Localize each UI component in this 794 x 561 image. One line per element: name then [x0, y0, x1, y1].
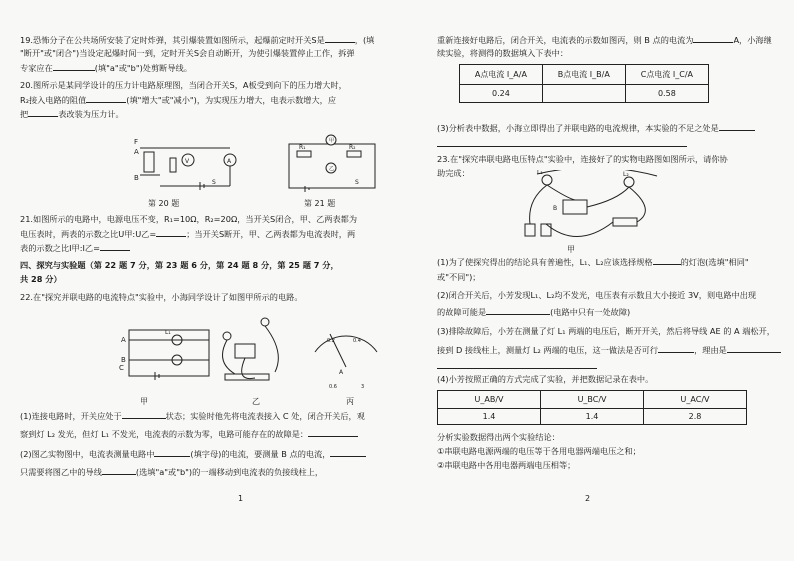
q23-line2: 助完成： [437, 168, 470, 178]
svg-text:乙: 乙 [329, 166, 335, 172]
svg-text:R₁: R₁ [299, 144, 306, 151]
table1-header-b: B点电流 I_B/A [542, 65, 625, 85]
svg-text:B: B [134, 174, 139, 182]
q21-line2: 电压表时，两表的示数之比U甲:U乙= ；当开关S断开，甲、乙两表都为电流表时，两 [20, 229, 356, 239]
q23-3-line2: 接到 D 接线柱上，测量灯 L₂ 两端的电压，这一做法是否可行 ，理由是 [437, 344, 781, 356]
q22-1-line2: 察到灯 L₂ 发光，但灯 L₁ 不发光，电流表的示数为零，电路可能存在的故障是： [20, 428, 358, 440]
svg-text:F: F [134, 138, 139, 146]
q19-line1: 19.恐怖分子在公共场所安装了定时炸弹，其引爆装置如图所示，起爆前定时开关S是 ，(填 [20, 35, 375, 45]
svg-text:甲: 甲 [329, 138, 335, 144]
q23-3-line1: (3)排除故障后，小芳在测量了灯 L₁ 两端的电压后，断开开关，然后将导线 AE 的 A 端松开， [437, 326, 775, 336]
section4-heading-line1: 四、探究与实验题（第 22 题 7 分，第 23 题 6 分，第 24 题 8 分，第 25 题 7 分， [20, 260, 339, 270]
q22-2-line1: (2)图乙实物图中，电流表测量电路中 (填字母)的电流，要测量 B 点的电流， [20, 448, 366, 460]
table2-cell-uac: 2.8 [644, 409, 747, 425]
fig22-label-bing: 丙 [346, 397, 354, 406]
q23-1-line2: 或"不同")； [437, 272, 481, 282]
fig22-label-yi: 乙 [252, 397, 260, 406]
svg-text:L₁: L₁ [165, 329, 171, 336]
svg-text:0.4: 0.4 [353, 338, 361, 344]
figure-21-circuit [285, 134, 380, 192]
svg-text:L₂: L₂ [623, 171, 629, 178]
svg-text:V: V [185, 158, 190, 165]
q20-line1: 20.图所示是某同学设计的压力计电路原理图，当闭合开关S，A板受到向下的压力增大时， [20, 80, 347, 90]
conclusion-1: ①串联电路电源两端的电压等于各用电器两端电压之和； [437, 446, 641, 456]
table1-header-c: C点电流 I_C/A [625, 65, 708, 85]
q21-line1: 21.如图所示的电路中，电源电压不变，R₁=10Ω，R₂=20Ω，当开关S闭合，甲、乙两表都为 [20, 214, 358, 224]
q19-line2: "断开"或"闭合")当设定起爆时间一到，定时开关S会自动断开，为使引爆装置停止工作，拆弹 [20, 48, 355, 58]
svg-text:L₁: L₁ [537, 170, 543, 176]
fig20-caption: 第 20 题 [148, 199, 180, 208]
svg-text:A: A [339, 369, 344, 376]
svg-text:0.2: 0.2 [327, 338, 335, 344]
table2-header-ubc: U_BC/V [541, 391, 644, 409]
current-data-table [459, 64, 709, 103]
page-number-left: 1 [238, 494, 244, 503]
voltage-data-table [437, 390, 747, 425]
svg-text:R₂: R₂ [349, 144, 356, 151]
q22-2-continued-line2: 续实验，将测得的数据填入下表中： [437, 48, 569, 58]
q19-line3: 专家应在 (填"a"或"b")处剪断导线。 [20, 63, 192, 73]
q20-line2: R₂接入电路的阻值 (填"增大"或"减小")，为实现压力增大，电表示数增大，应 [20, 95, 337, 105]
conclusion-intro: 分析实验数据得出两个实验结论： [437, 432, 560, 442]
svg-text:A: A [227, 158, 232, 165]
q22-intro: 22.在"探究并联电路的电流特点"实验中，小海同学设计了如图甲所示的电路。 [20, 292, 303, 302]
q23-1-line1: (1)为了使探究得出的结论具有普遍性，L₁、L₂应该选择规格 的灯泡(选填"相同" [437, 257, 749, 267]
table1-cell-c: 0.58 [625, 85, 708, 103]
q23-2-line2: 的故障可能是 (电路中只有一处故障) [437, 307, 631, 317]
svg-text:B: B [553, 205, 558, 212]
q22-3-line1: (3)分析表中数据，小海立即得出了并联电路的电流规律，本实验的不足之处是 [437, 122, 755, 134]
q23-4-line: (4)小芳按照正确的方式完成了实验，并把数据记录在表中。 [437, 374, 654, 384]
fig21-caption: 第 21 题 [304, 199, 336, 208]
svg-text:3: 3 [361, 384, 365, 390]
table2-cell-uab: 1.4 [438, 409, 541, 425]
conclusion-2: ②串联电路中各用电器两端电压相等； [437, 460, 576, 470]
q20-line3: 把 表改装为压力计。 [20, 109, 124, 119]
q22-2-continued-line1: 重新连接好电路后，闭合开关，电流表的示数如图丙，则 B 点的电流为 A，小海继 [437, 35, 772, 45]
q22-2-line2: 只需要将图乙中的导线 (选填"a"或"b")的一端移动到电流表的负接线柱上， [20, 467, 324, 477]
table2-header-uab: U_AB/V [438, 391, 541, 409]
table1-header-a: A点电流 I_A/A [460, 65, 543, 85]
q22-1-line1: (1)连接电路时，开关应处于 状态；实验时他先将电流表接入 C 处，闭合开关后，观 [20, 411, 365, 421]
figure-20-circuit [130, 130, 245, 200]
svg-text:C: C [119, 364, 124, 372]
fig22-label-jia: 甲 [140, 397, 148, 406]
figure-23-circuit [517, 170, 667, 240]
table1-cell-b [542, 85, 625, 103]
right-page [397, 0, 794, 561]
figure-22-set [115, 312, 385, 404]
svg-text:A: A [134, 148, 139, 156]
table2-header-uac: U_AC/V [644, 391, 747, 409]
section4-heading-line2: 共 28 分） [20, 274, 62, 284]
svg-text:S: S [212, 179, 216, 186]
table1-cell-a: 0.24 [460, 85, 543, 103]
svg-text:S: S [355, 179, 359, 186]
page-number-right: 2 [585, 494, 591, 503]
svg-text:B: B [121, 356, 126, 364]
q22-3-line2 [437, 138, 687, 150]
q21-line3: 表的示数之比I甲:I乙= [20, 242, 130, 254]
svg-text:A: A [121, 336, 126, 344]
q23-line1: 23.在"探究串联电路电压特点"实验中，连接好了的实物电路图如图所示，请你协 [437, 154, 728, 164]
q23-3-line3 [437, 360, 597, 372]
q23-2-line1: (2)闭合开关后，小芳发现L₁、L₂均不发光，电压表有示数且大小接近 3V，则电路中出现 [437, 290, 757, 300]
fig23-caption: 甲 [567, 245, 575, 254]
table2-cell-ubc: 1.4 [541, 409, 644, 425]
svg-text:0.6: 0.6 [329, 384, 337, 390]
